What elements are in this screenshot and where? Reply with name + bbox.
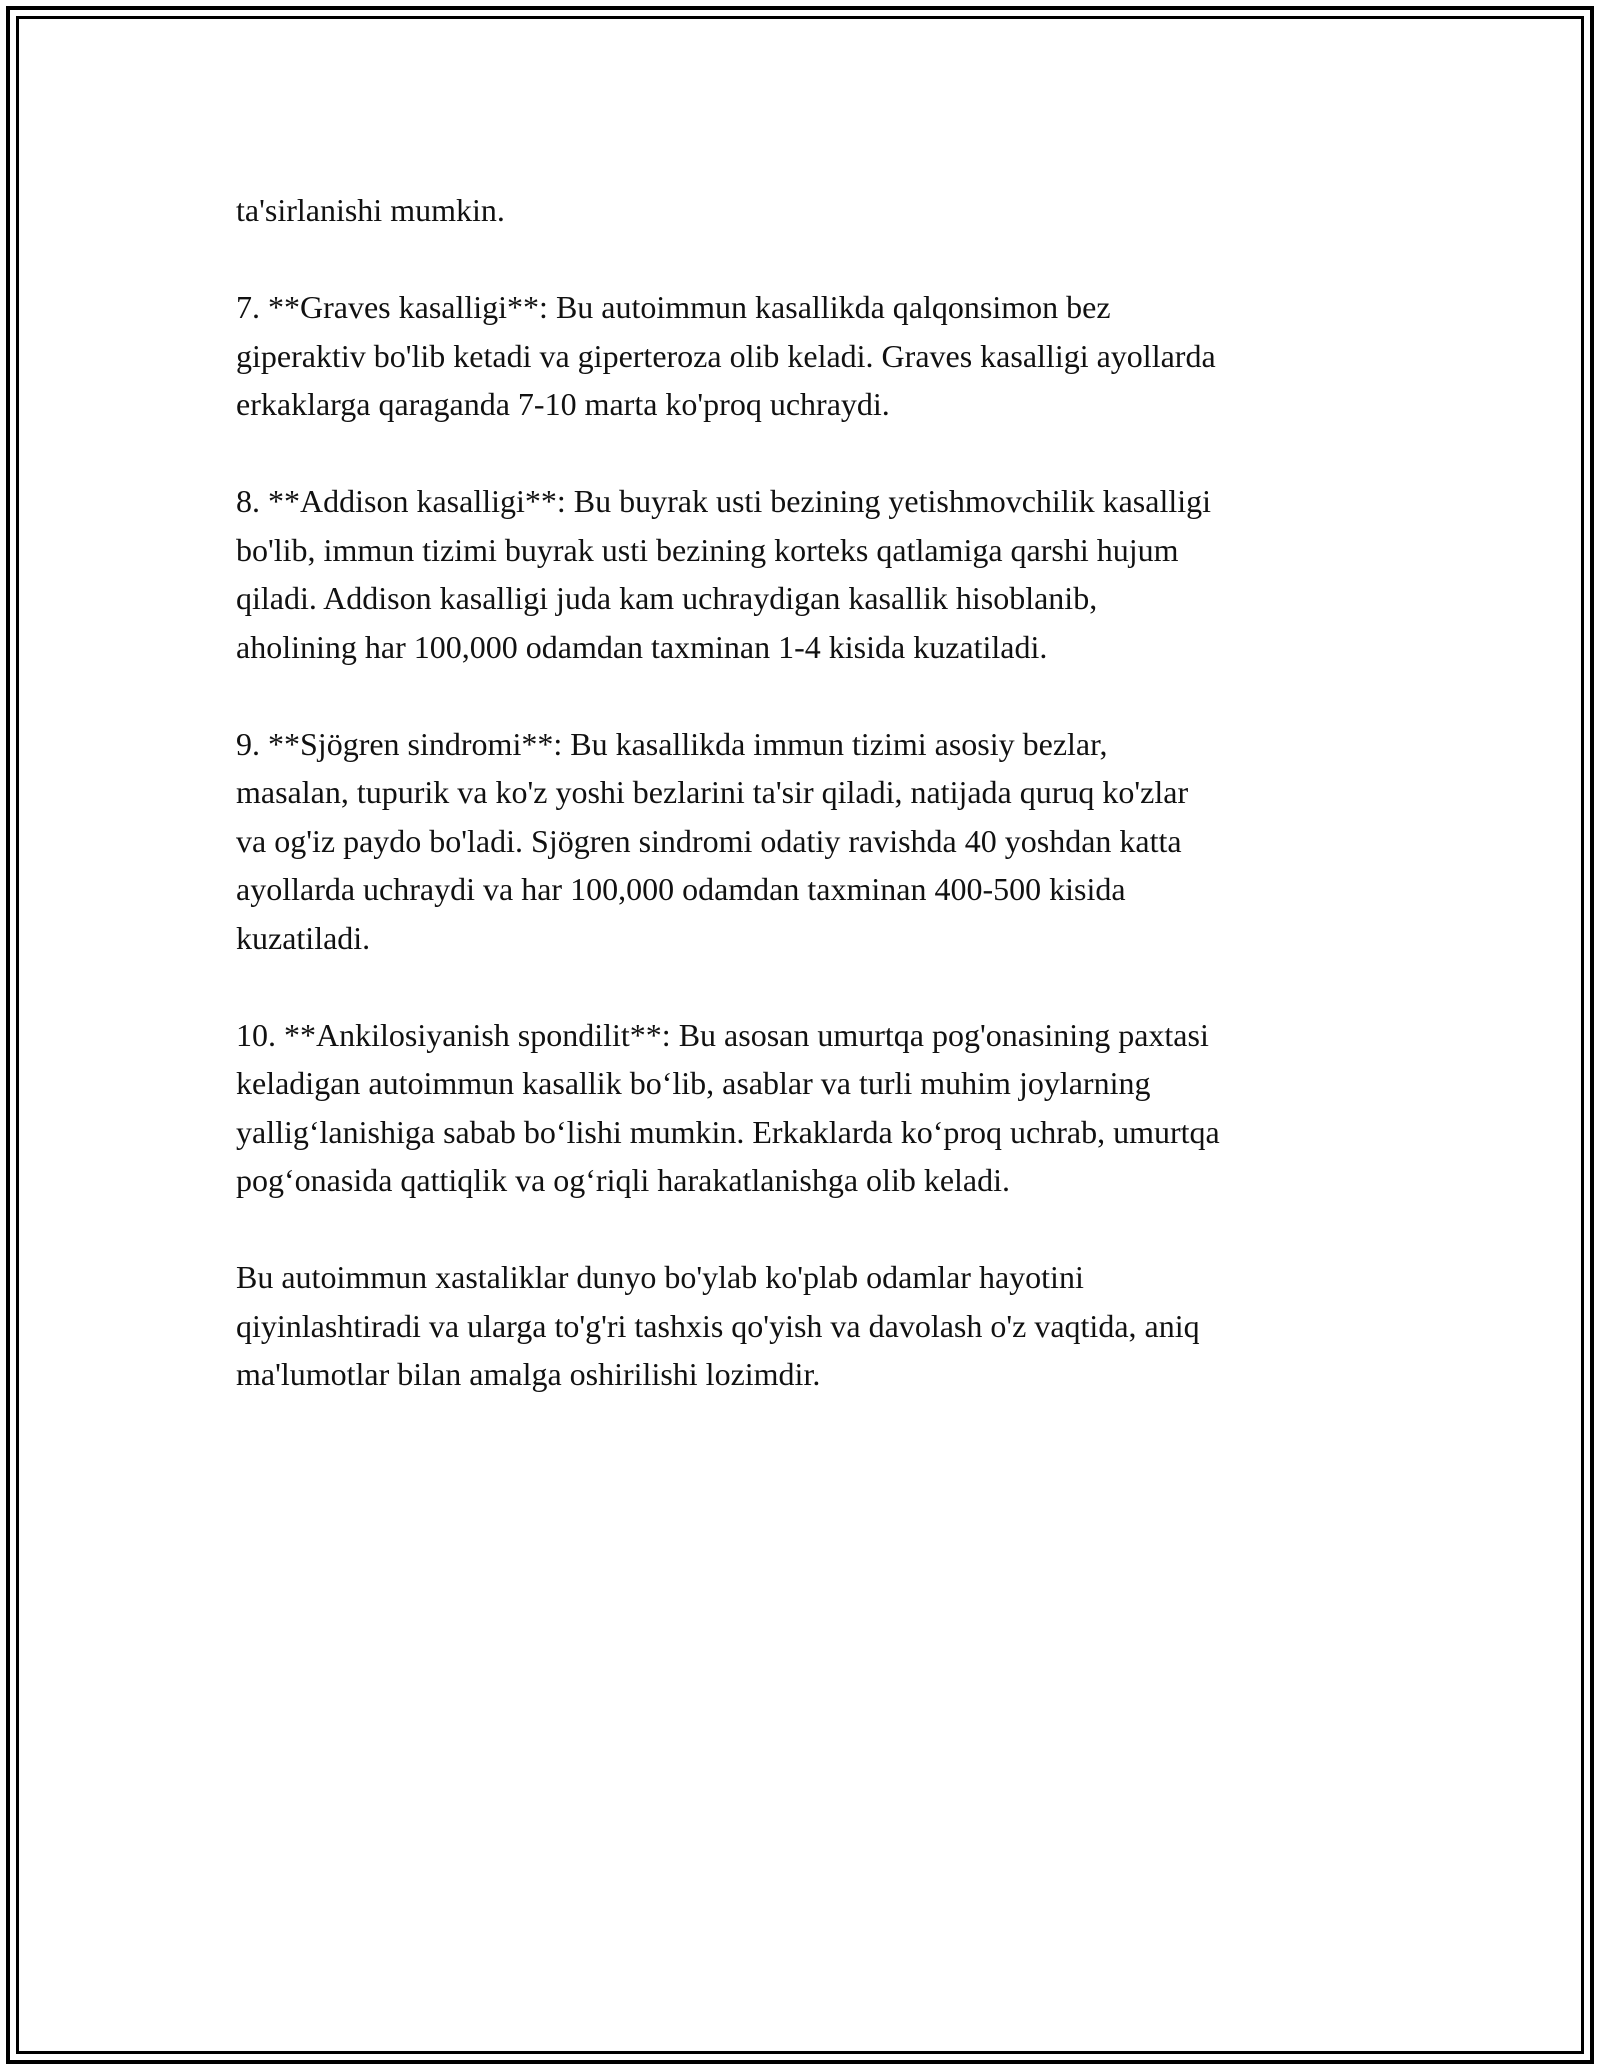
text-line: ma'lumotlar bilan amalga oshirilishi lozimdir. (236, 1356, 821, 1392)
text-line: qiyinlashtiradi va ularga to'g'ri tashxis qo'yish va davolash o'z vaqtida, aniq (236, 1307, 1200, 1344)
text-line: 7. **Graves kasalligi**: Bu autoimmun kasallikda qalqonsimon bez (236, 289, 1111, 325)
text-line: bo'lib, immun tizimi buyrak usti bezining korteks qatlamiga qarshi hujum (236, 531, 1179, 568)
document-body (236, 186, 1366, 1399)
paragraph-item-10-ankylosing (236, 1011, 1366, 1205)
text-line: giperaktiv bo'lib ketadi va giperteroza olib keladi. Graves kasalligi ayollarda (236, 337, 1216, 374)
paragraph-conclusion (236, 1253, 1366, 1399)
paragraph-item-9-sjogren (236, 720, 1366, 963)
paragraph-item-7-graves (236, 283, 1366, 429)
text-line: masalan, tupurik va ko'z yoshi bezlarini ta'sir qiladi, natijada quruq ko'zlar (236, 774, 1189, 810)
text-line: aholining har 100,000 odamdan taxminan 1-4 kisida kuzatiladi. (236, 628, 1048, 665)
text-line: erkaklarga qaraganda 7-10 marta ko'proq uchraydi. (236, 386, 890, 422)
text-line: ayollarda uchraydi va har 100,000 odamdan taxminan 400-500 kisida (236, 871, 1126, 907)
text-line: 8. **Addison kasalligi**: Bu buyrak usti bezining yetishmovchilik kasalligi (236, 483, 1212, 519)
paragraph-item-8-addison (236, 477, 1366, 671)
text-line: 9. **Sjögren sindromi**: Bu kasallikda immun tizimi asosiy bezlar, (236, 725, 1108, 762)
text-line: ta'sirlanishi mumkin. (236, 192, 505, 228)
text-line: pog‘onasida qattiqlik va og‘riqli harakatlanishga olib keladi. (236, 1162, 1011, 1198)
text-line: Bu autoimmun xastaliklar dunyo bo'ylab ko'plab odamlar hayotini (236, 1259, 1084, 1295)
text-line: kuzatiladi. (236, 919, 371, 956)
text-line: keladigan autoimmun kasallik bo‘lib, asablar va turli muhim joylarning (236, 1065, 1151, 1101)
paragraph-continuation (236, 186, 1366, 235)
text-line: qiladi. Addison kasalligi juda kam uchraydigan kasallik hisoblanib, (236, 580, 1098, 616)
text-line: va og'iz paydo bo'ladi. Sjögren sindromi odatiy ravishda 40 yoshdan katta (236, 822, 1182, 859)
text-line: 10. **Ankilosiyanish spondilit**: Bu asosan umurtqa pog'onasining paxtasi (236, 1016, 1209, 1053)
text-line: yallig‘lanishiga sabab bo‘lishi mumkin. Erkaklarda ko‘proq uchrab, umurtqa (236, 1113, 1220, 1150)
